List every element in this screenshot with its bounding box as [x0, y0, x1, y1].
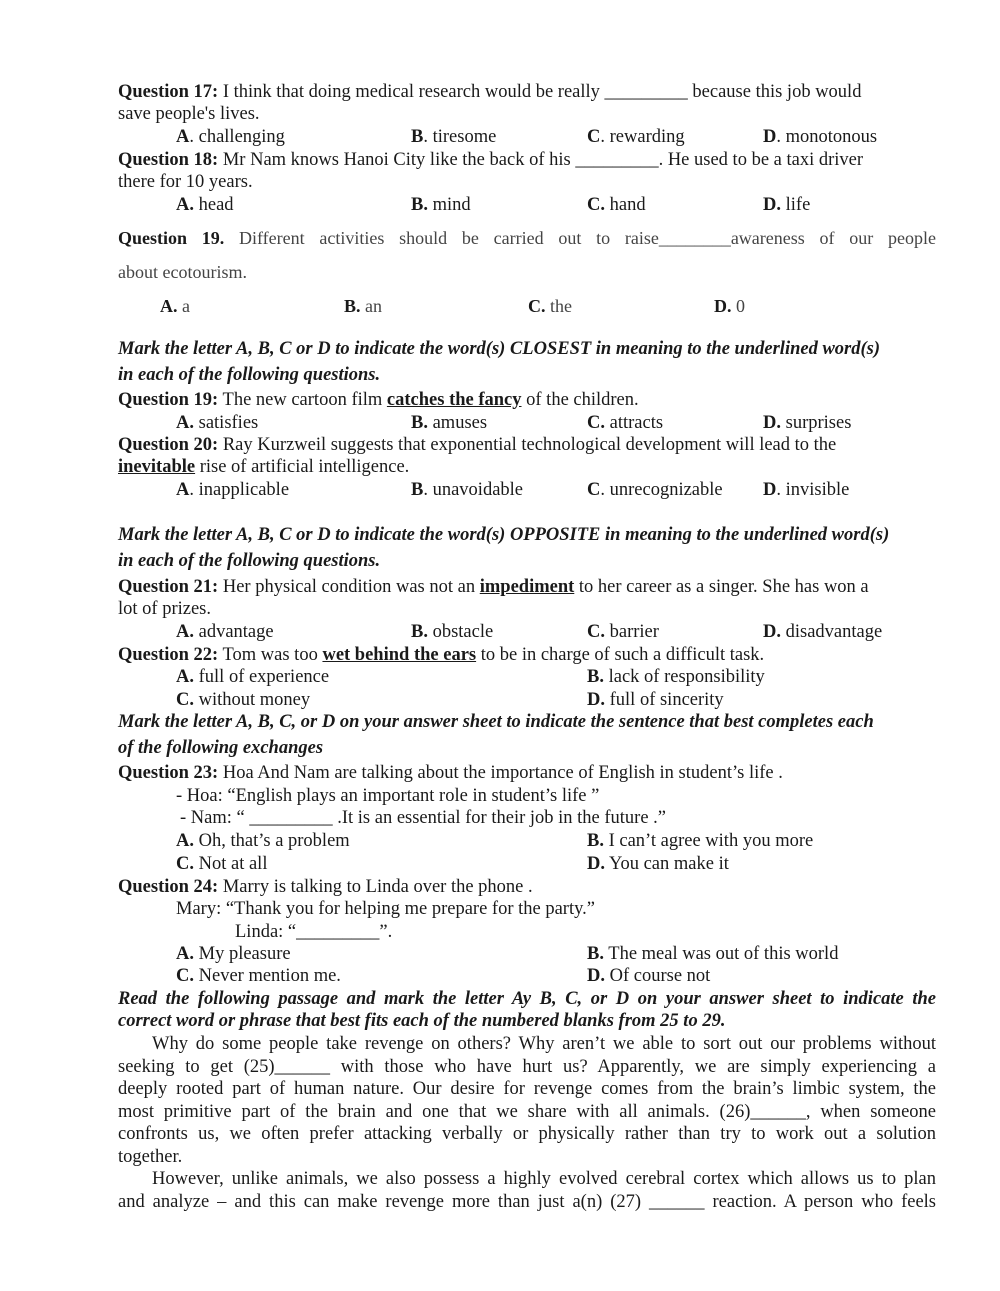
option-text: barrier [609, 622, 659, 642]
instruction-text: Read the following passage and mark the letter Ay B, C, or D on your answer sheet to indicate the [118, 989, 936, 1009]
option-a[interactable] [176, 666, 329, 688]
dialogue-linda [235, 921, 392, 943]
option-c[interactable] [587, 479, 723, 501]
instruction-passage [118, 988, 936, 1010]
question-label: Question 22: [118, 645, 219, 665]
question-18-cont [118, 171, 253, 193]
option-a[interactable] [176, 830, 350, 852]
option-text: . unavoidable [423, 480, 524, 500]
dialogue-hoa [176, 785, 599, 807]
option-letter: D. [763, 413, 781, 433]
option-text: the [550, 296, 572, 316]
instruction-opposite-cont [118, 550, 380, 572]
option-d[interactable] [763, 412, 851, 434]
question-text: Her physical condition was not an [222, 577, 476, 597]
option-b[interactable] [411, 621, 493, 643]
passage-text: However, unlike animals, we also possess a highly evolved cerebral cortex which allows us to plan [152, 1169, 936, 1189]
option-text: lack of responsibility [608, 667, 765, 687]
option-text: mind [432, 195, 471, 215]
option-text: . tiresome [423, 127, 497, 147]
question-label: Question 19: [118, 390, 219, 410]
question-text: about ecotourism. [118, 262, 247, 282]
option-text: head [198, 195, 234, 215]
option-letter: A [176, 480, 190, 500]
question-19-ecotourism [118, 227, 936, 249]
option-d[interactable] [587, 965, 710, 987]
option-text: Not at all [198, 854, 268, 874]
underlined-word: impediment [479, 577, 575, 597]
passage-line [152, 1168, 936, 1190]
question-24 [118, 876, 533, 898]
option-text: The meal was out of this world [608, 944, 839, 964]
question-21 [118, 576, 869, 598]
option-letter: C. [587, 622, 605, 642]
option-d[interactable] [587, 689, 724, 711]
option-c[interactable] [587, 126, 685, 148]
option-c[interactable] [587, 194, 646, 216]
option-text: a [182, 296, 190, 316]
question-text: I think that doing medical research would be really _________ because this job would [222, 82, 862, 102]
option-text: Oh, that’s a problem [198, 831, 350, 851]
option-a[interactable] [176, 412, 258, 434]
option-d[interactable] [714, 295, 745, 317]
option-letter: D. [763, 622, 781, 642]
option-text: . challenging [189, 127, 285, 147]
option-letter: C. [176, 690, 194, 710]
option-b[interactable] [411, 412, 487, 434]
option-c[interactable] [587, 621, 659, 643]
option-a[interactable] [176, 194, 234, 216]
passage-line [118, 1056, 936, 1078]
instruction-text: Mark the letter A, B, C or D to indicate the word(s) CLOSEST in meaning to the underlined word(s) [118, 339, 881, 359]
option-letter: B [411, 127, 424, 147]
option-letter: D. [587, 690, 605, 710]
passage-text: Why do some people take revenge on others? Why aren’t we able to sort out our problems without [152, 1034, 936, 1054]
option-b[interactable] [587, 666, 765, 688]
option-a[interactable] [176, 126, 285, 148]
question-label: Question 17: [118, 82, 219, 102]
question-label: Question 23: [118, 763, 219, 783]
passage-text: seeking to get (25)______ with those who have hurt us? Apparently, we are simply experiencing a [118, 1057, 936, 1077]
question-label: Question 18: [118, 150, 219, 170]
passage-text: most primitive part of the brain and one that we share with all animals. (26)______, when someone [118, 1102, 936, 1122]
question-text: Marry is talking to Linda over the phone . [222, 877, 533, 897]
underlined-phrase: catches the fancy [386, 390, 522, 410]
passage-line [152, 1033, 936, 1055]
option-b[interactable] [344, 295, 382, 317]
option-c[interactable] [176, 853, 267, 875]
option-letter: B. [411, 195, 428, 215]
question-text: rise of artificial intelligence. [199, 457, 410, 477]
option-text: attracts [609, 413, 664, 433]
instruction-closest [118, 338, 880, 360]
instruction-text: of the following exchanges [118, 738, 324, 758]
question-label: Question 19. [118, 228, 225, 248]
passage-text: together. [118, 1147, 183, 1167]
question-text: lot of prizes. [118, 599, 211, 619]
option-text: disadvantage [785, 622, 883, 642]
instruction-text: in each of the following questions. [118, 365, 381, 385]
option-text: . inapplicable [189, 480, 290, 500]
underlined-word: inevitable [118, 457, 196, 477]
question-label: Question 24: [118, 877, 219, 897]
dialogue-line: Mary: “Thank you for helping me prepare for the party.” [176, 899, 595, 919]
question-18 [118, 149, 863, 171]
passage-text: confronts us, we often prefer attacking verbally or physically rather than try to work out a solution [118, 1124, 936, 1144]
option-a[interactable] [160, 295, 190, 317]
option-a[interactable] [176, 943, 291, 965]
option-letter: B. [411, 413, 428, 433]
option-letter: A. [176, 944, 194, 964]
instruction-text: Mark the letter A, B, C or D to indicate the word(s) OPPOSITE in meaning to the underlined word(s) [118, 525, 890, 545]
question-text: The new cartoon film [222, 390, 383, 410]
question-22 [118, 644, 764, 666]
passage-line [118, 1078, 936, 1100]
option-letter: A. [176, 622, 194, 642]
instruction-text: Mark the letter A, B, C, or D on your answer sheet to indicate the sentence that best completes each [118, 712, 874, 732]
option-text: full of experience [198, 667, 330, 687]
question-20-cont [118, 456, 409, 478]
option-b[interactable] [411, 479, 523, 501]
option-letter: C. [528, 296, 546, 316]
instruction-text: in each of the following questions. [118, 551, 381, 571]
option-letter: A [176, 127, 190, 147]
question-21-cont [118, 598, 211, 620]
question-text: Tom was too [222, 645, 318, 665]
option-letter: D [763, 127, 777, 147]
question-label: Question 20: [118, 435, 219, 455]
option-a[interactable] [176, 479, 289, 501]
option-text: advantage [198, 622, 274, 642]
option-text: surprises [785, 413, 852, 433]
option-letter: D. [714, 296, 732, 316]
option-letter: C. [587, 413, 605, 433]
option-text: My pleasure [198, 944, 291, 964]
option-d[interactable] [763, 194, 810, 216]
question-text: Different activities should be carried out to raise________awareness of our people [239, 228, 936, 248]
option-d[interactable] [763, 621, 882, 643]
question-label: Question 21: [118, 577, 219, 597]
dialogue-line: - Nam: “ _________ .It is an essential for their job in the future .” [180, 808, 667, 828]
question-text: of the children. [526, 390, 639, 410]
option-letter: B. [411, 622, 428, 642]
option-c[interactable] [587, 412, 663, 434]
option-letter: C [587, 127, 601, 147]
dialogue-nam [180, 807, 666, 829]
instruction-passage-cont [118, 1010, 725, 1032]
option-text: . monotonous [776, 127, 878, 147]
option-b[interactable] [587, 830, 813, 852]
question-text: save people's lives. [118, 104, 260, 124]
question-19 [118, 389, 639, 411]
option-text: life [785, 195, 811, 215]
option-letter: D. [587, 966, 605, 986]
option-text: . unrecognizable [600, 480, 723, 500]
option-letter: A. [160, 296, 178, 316]
option-letter: B. [587, 667, 604, 687]
option-letter: C. [176, 966, 194, 986]
dialogue-mary [176, 898, 595, 920]
option-text: . invisible [776, 480, 850, 500]
question-17-cont [118, 103, 260, 125]
question-17 [118, 81, 861, 103]
question-19-ecotourism-cont [118, 261, 247, 283]
option-text: I can’t agree with you more [608, 831, 814, 851]
option-letter: C [587, 480, 601, 500]
option-b[interactable] [411, 194, 471, 216]
option-letter: B. [587, 831, 604, 851]
option-letter: A. [176, 413, 194, 433]
option-text: full of sincerity [609, 690, 724, 710]
question-23 [118, 762, 783, 784]
option-text: Of course not [609, 966, 711, 986]
option-text: amuses [432, 413, 488, 433]
option-b[interactable] [587, 943, 838, 965]
question-20 [118, 434, 836, 456]
option-text: an [365, 296, 383, 316]
option-d[interactable] [763, 126, 877, 148]
option-c[interactable] [176, 965, 341, 987]
option-letter: C. [176, 854, 194, 874]
option-d[interactable] [587, 853, 729, 875]
option-b[interactable] [411, 126, 496, 148]
option-letter: D. [587, 854, 605, 874]
instruction-opposite [118, 524, 889, 546]
option-letter: B. [344, 296, 361, 316]
question-text: to be in charge of such a difficult task. [480, 645, 765, 665]
passage-text: and analyze – and this can make revenge more than just a(n) (27) ______ reaction. A person who feels [118, 1192, 936, 1212]
question-text: to her career as a singer. She has won a [578, 577, 869, 597]
passage-line [118, 1146, 182, 1168]
option-letter: A. [176, 667, 194, 687]
question-text: there for 10 years. [118, 172, 253, 192]
instruction-closest-cont [118, 364, 380, 386]
option-letter: B. [587, 944, 604, 964]
option-text: . rewarding [600, 127, 685, 147]
option-text: hand [609, 195, 646, 215]
passage-line [118, 1101, 936, 1123]
option-a[interactable] [176, 621, 274, 643]
option-letter: A. [176, 831, 194, 851]
option-d[interactable] [763, 479, 849, 501]
option-letter: D. [763, 195, 781, 215]
option-text: obstacle [432, 622, 494, 642]
option-letter: D [763, 480, 777, 500]
option-text: without money [198, 690, 311, 710]
option-c[interactable] [176, 689, 310, 711]
passage-line [118, 1191, 936, 1213]
question-text: Mr Nam knows Hanoi City like the back of his _________. He used to be a taxi driver [222, 150, 864, 170]
instruction-text: correct word or phrase that best fits each of the numbered blanks from 25 to 29. [118, 1011, 726, 1031]
dialogue-line: - Hoa: “English plays an important role in student’s life ” [176, 786, 600, 806]
option-letter: C. [587, 195, 605, 215]
option-text: Never mention me. [198, 966, 341, 986]
option-letter: B [411, 480, 424, 500]
instruction-exchanges [118, 711, 874, 733]
instruction-exchanges-cont [118, 737, 323, 759]
passage-line [118, 1123, 936, 1145]
dialogue-line: Linda: “_________”. [235, 922, 393, 942]
option-letter: A. [176, 195, 194, 215]
passage-text: deeply rooted part of human nature. Our desire for revenge comes from the brain’s limbic system, the [118, 1079, 936, 1099]
question-text: Hoa And Nam are talking about the importance of English in student’s life . [222, 763, 783, 783]
option-text: You can make it [608, 854, 729, 874]
option-c[interactable] [528, 295, 572, 317]
option-text: 0 [736, 296, 745, 316]
question-text: Ray Kurzweil suggests that exponential technological development will lead to the [222, 435, 837, 455]
option-text: satisfies [198, 413, 259, 433]
underlined-phrase: wet behind the ears [322, 645, 477, 665]
